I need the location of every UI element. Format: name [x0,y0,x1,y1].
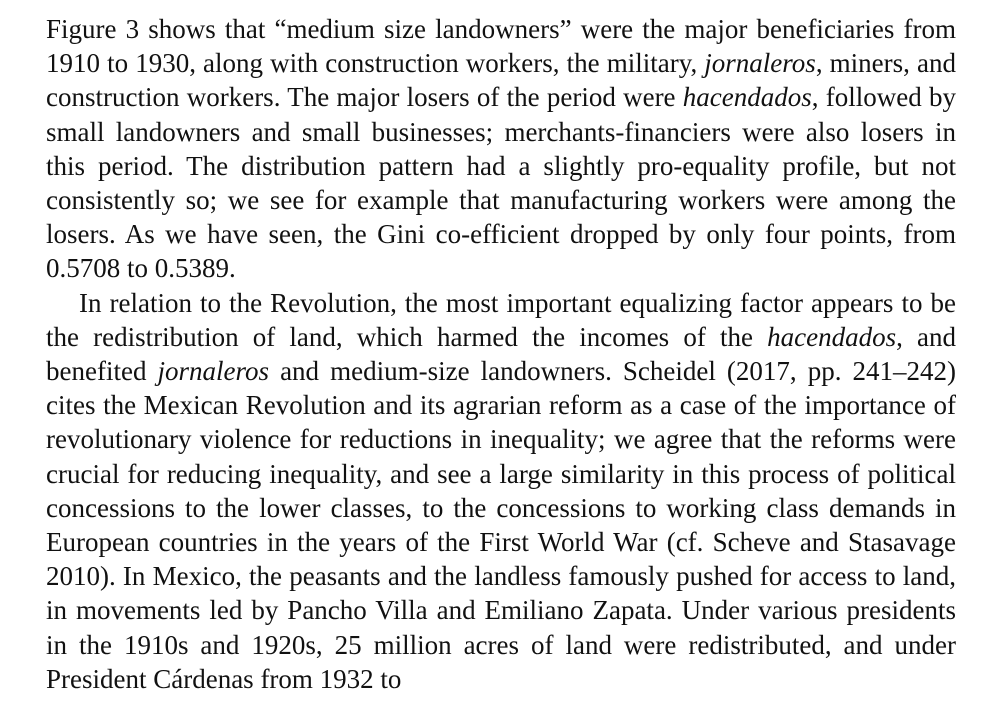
text-segment: , and benefited [46,321,957,387]
italic-term-hacendados: hacendados [682,82,812,113]
text-segment: and medium-size landowners. Scheidel (2017, pp. 241–242) cites the Mexican Revolution and its agrarian reform as a case of the importance of revolutionary violence for reductions in inequality; we agree that the reforms were crucial for reducing inequality, and see a large similarity in this process of political concessions to the lower classes, to the concessions to working class demands in European countries in the years of the First World War (cf. Scheve and Stasavage 2010). In Mexico, the peasants and the landless famously pushed for access to land, in movements led by Pancho Villa and Emiliano Zapata. Under various presidents in the 1910s and 1920s, 25 million acres of land were redistributed, and under President Cárdenas from 1932 to [46,356,956,694]
italic-term-jornaleros: jornaleros [704,48,816,79]
paragraph-2 [46,286,956,696]
italic-term-jornaleros: jornaleros [157,356,270,387]
italic-term-hacendados: hacendados [767,321,897,352]
text-segment: , followed by small landowners and small businesses; merchants-financiers were also losers in this period. The distribution pattern had a slightly pro-equality profile, but not consistently so; we see for example that manufacturing workers were among the losers. As we have seen, the Gini co-efficient dropped by only four points, from 0.5708 to 0.5389. [46,82,957,284]
text-segment: Figure 3 shows that “medium size landowners” were the major beneficiaries from 1910 to 1930, along with construction workers, the military, [46,14,956,79]
paragraph-1 [46,12,956,286]
text-segment: In relation to the Revolution, the most important equalizing factor appears to be the redistribution of land, which harmed the incomes of the [46,287,956,352]
text-segment: , miners, and construction workers. The major losers of the period were [46,48,956,113]
